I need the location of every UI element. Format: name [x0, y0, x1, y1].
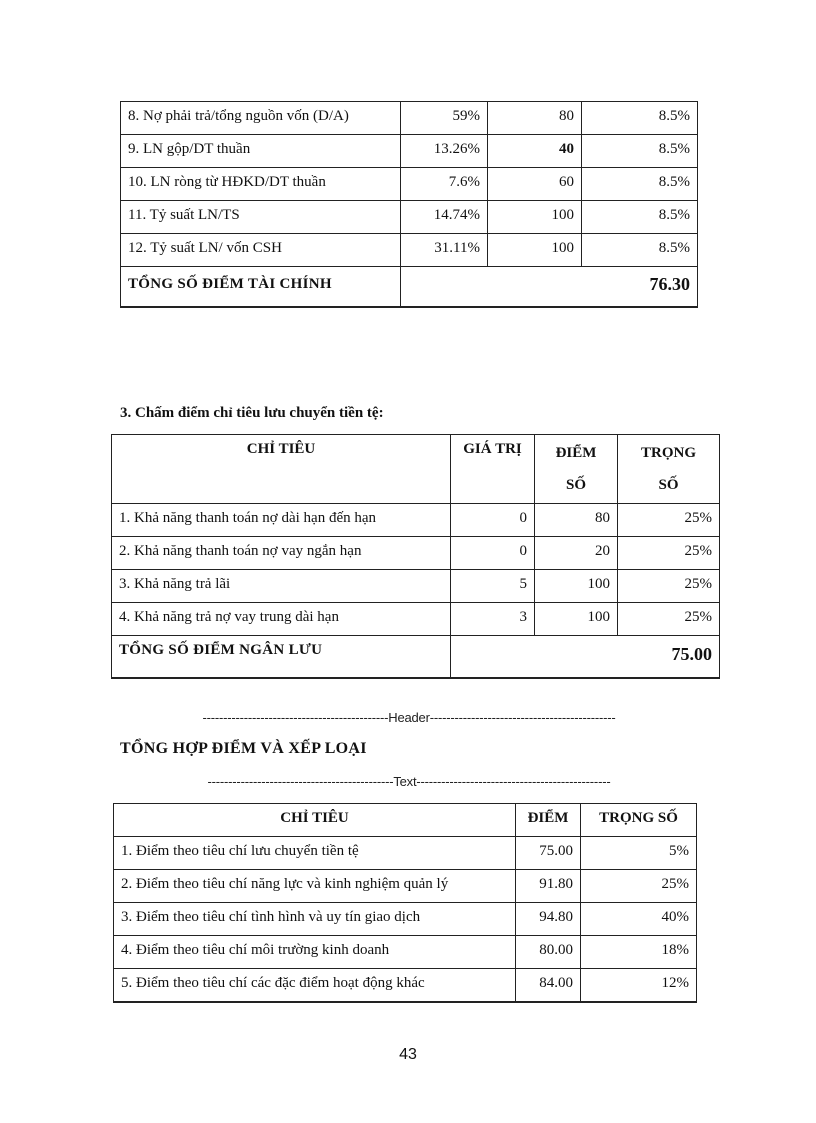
- table-row: [112, 537, 720, 570]
- header-score: ĐIỂM: [516, 804, 581, 837]
- total-label: TỔNG SỐ ĐIỂM TÀI CHÍNH: [121, 267, 401, 307]
- summary-section-title: TỔNG HỢP ĐIỂM VÀ XẾP LOẠI: [120, 740, 367, 757]
- table-row: [114, 837, 697, 870]
- table-row: [121, 168, 698, 201]
- weight-cell: 8.5%: [582, 234, 698, 267]
- weight-cell: 25%: [618, 603, 720, 636]
- cashflow-score-table: [111, 434, 720, 679]
- weight-cell: 8.5%: [582, 135, 698, 168]
- table-row: [114, 936, 697, 969]
- criteria-cell: 1. Điểm theo tiêu chí lưu chuyển tiền tệ: [114, 837, 516, 870]
- summary-score-table: [113, 803, 697, 1003]
- value-cell: 3: [451, 603, 535, 636]
- table-header-row: [114, 804, 697, 837]
- criteria-cell: 2. Khả năng thanh toán nợ vay ngắn hạn: [112, 537, 451, 570]
- table-row: [112, 570, 720, 603]
- value-cell: 7.6%: [401, 168, 488, 201]
- score-cell: 80.00: [516, 936, 581, 969]
- table-row: [121, 201, 698, 234]
- financial-score-table: [120, 101, 698, 308]
- weight-cell: 40%: [581, 903, 697, 936]
- score-cell: 60: [488, 168, 582, 201]
- score-cell: 40: [488, 135, 582, 168]
- header-score-line2: SỐ: [565, 477, 586, 493]
- score-cell: 100: [488, 201, 582, 234]
- table-row: [121, 234, 698, 267]
- score-cell: 75.00: [516, 837, 581, 870]
- criteria-cell: 3. Khả năng trả lãi: [112, 570, 451, 603]
- criteria-cell: 5. Điểm theo tiêu chí các đặc điểm hoạt động khác: [114, 969, 516, 1002]
- table-row: [114, 903, 697, 936]
- header-criteria: CHỈ TIÊU: [114, 804, 516, 837]
- table-header-row: [112, 435, 720, 504]
- header-divider: ---------------------------------------------Header---------------------------------------------: [202, 710, 616, 725]
- value-cell: 5: [451, 570, 535, 603]
- value-cell: 0: [451, 537, 535, 570]
- criteria-cell: 10. LN ròng từ HĐKD/DT thuần: [121, 168, 401, 201]
- total-label: TỔNG SỐ ĐIỂM NGÂN LƯU: [112, 636, 451, 678]
- header-score-line1: ĐIỂM: [555, 445, 597, 461]
- header-score: [535, 435, 618, 504]
- score-cell: 100: [488, 234, 582, 267]
- page-number: 43: [399, 1046, 417, 1063]
- criteria-cell: 12. Tỷ suất LN/ vốn CSH: [121, 234, 401, 267]
- weight-cell: 5%: [581, 837, 697, 870]
- value-cell: 31.11%: [401, 234, 488, 267]
- table-row: [112, 504, 720, 537]
- table-row: [114, 969, 697, 1002]
- value-cell: 0: [451, 504, 535, 537]
- score-cell: 94.80: [516, 903, 581, 936]
- criteria-cell: 8. Nợ phải trả/tổng nguồn vốn (D/A): [121, 102, 401, 135]
- criteria-cell: 1. Khả năng thanh toán nợ dài hạn đến hạn: [112, 504, 451, 537]
- weight-cell: 12%: [581, 969, 697, 1002]
- criteria-cell: 11. Tỷ suất LN/TS: [121, 201, 401, 234]
- score-cell: 84.00: [516, 969, 581, 1002]
- table-row: [121, 135, 698, 168]
- header-weight: TRỌNG SỐ: [581, 804, 697, 837]
- table-row: [114, 870, 697, 903]
- total-value: 76.30: [401, 267, 698, 307]
- cashflow-section-title: 3. Chấm điểm chỉ tiêu lưu chuyển tiền tệ:: [120, 405, 384, 421]
- weight-cell: 8.5%: [582, 168, 698, 201]
- total-row: [112, 636, 720, 678]
- value-cell: 59%: [401, 102, 488, 135]
- header-weight-line1: TRỌNG: [640, 445, 696, 461]
- weight-cell: 25%: [618, 570, 720, 603]
- total-row: [121, 267, 698, 307]
- score-cell: 100: [535, 603, 618, 636]
- weight-cell: 25%: [618, 537, 720, 570]
- criteria-cell: 4. Điểm theo tiêu chí môi trường kinh doanh: [114, 936, 516, 969]
- criteria-cell: 9. LN gộp/DT thuần: [121, 135, 401, 168]
- value-cell: 13.26%: [401, 135, 488, 168]
- table-row: [112, 603, 720, 636]
- header-weight: [618, 435, 720, 504]
- header-criteria: CHỈ TIÊU: [112, 435, 451, 504]
- header-weight-line2: SỐ: [658, 477, 679, 493]
- score-cell: 20: [535, 537, 618, 570]
- criteria-cell: 4. Khả năng trả nợ vay trung dài hạn: [112, 603, 451, 636]
- criteria-cell: 2. Điểm theo tiêu chí năng lực và kinh nghiệm quản lý: [114, 870, 516, 903]
- value-cell: 14.74%: [401, 201, 488, 234]
- score-cell: 91.80: [516, 870, 581, 903]
- weight-cell: 25%: [618, 504, 720, 537]
- header-value: GIÁ TRỊ: [451, 435, 535, 504]
- score-cell: 80: [535, 504, 618, 537]
- weight-cell: 25%: [581, 870, 697, 903]
- weight-cell: 18%: [581, 936, 697, 969]
- score-cell: 80: [488, 102, 582, 135]
- table-row: [121, 102, 698, 135]
- weight-cell: 8.5%: [582, 201, 698, 234]
- criteria-cell: 3. Điểm theo tiêu chí tình hình và uy tín giao dịch: [114, 903, 516, 936]
- weight-cell: 8.5%: [582, 102, 698, 135]
- score-cell: 100: [535, 570, 618, 603]
- text-divider: ---------------------------------------------Text-----------------------------------------------: [207, 774, 611, 789]
- total-value: 75.00: [451, 636, 720, 678]
